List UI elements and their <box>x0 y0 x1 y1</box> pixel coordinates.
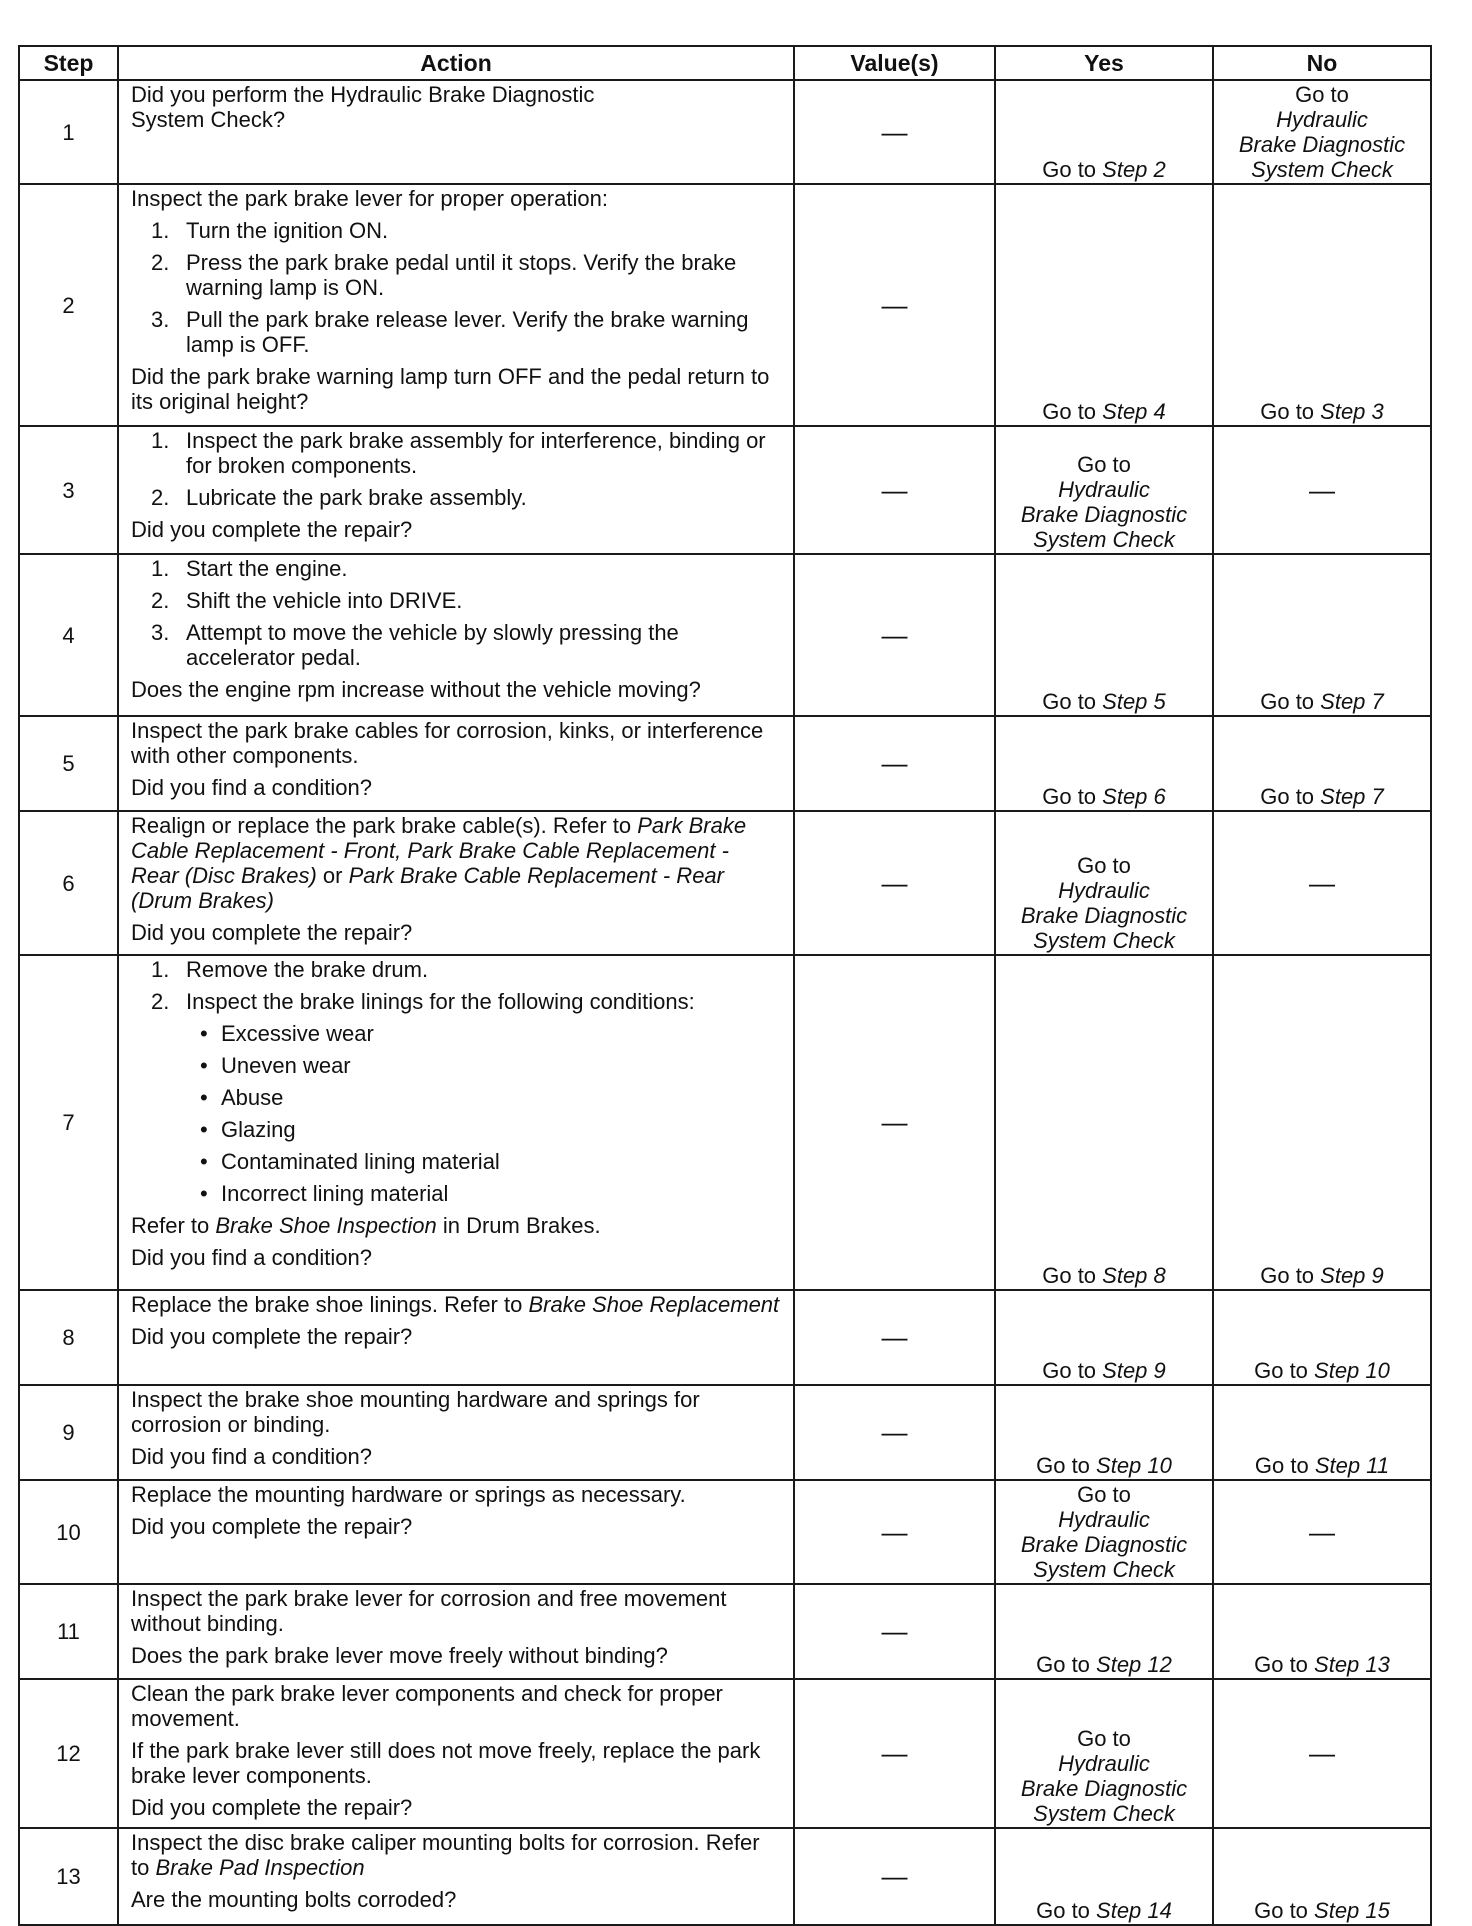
list-item: 1. Start the engine. <box>151 556 348 581</box>
table-row-step-9 <box>19 1385 1431 1480</box>
no-link[interactable]: Step 13 <box>1314 1652 1390 1677</box>
list-item: 2. Shift the vehicle into DRIVE. <box>151 588 463 613</box>
value-cell: — <box>794 1385 995 1480</box>
step-number: 3 <box>19 426 118 554</box>
no-cell <box>1213 554 1431 716</box>
yes-cell <box>995 1480 1213 1584</box>
reference-link[interactable]: Brake Shoe Replacement <box>528 1292 780 1317</box>
yes-prefix: Go to <box>1042 784 1103 809</box>
yes-link-line1[interactable]: Hydraulic <box>1058 878 1150 903</box>
bullet-item: • Excessive wear <box>200 1021 374 1046</box>
no-link[interactable]: Step 15 <box>1314 1898 1390 1923</box>
action-cell <box>118 1385 794 1480</box>
yes-prefix: Go to <box>1042 1358 1103 1383</box>
list-item: 1. Inspect the park brake assembly for interference, binding or for broken components. <box>151 428 766 478</box>
action-question: Did you complete the repair? <box>131 1795 413 1820</box>
step-number: 13 <box>19 1828 118 1925</box>
action-question: Does the park brake lever move freely without binding? <box>131 1643 668 1668</box>
yes-cell <box>995 1385 1213 1480</box>
table-row-step-12 <box>19 1679 1431 1828</box>
table-row-step-6 <box>19 811 1431 955</box>
yes-cell <box>995 1584 1213 1679</box>
action-cell <box>118 554 794 716</box>
step-number: 1 <box>19 80 118 184</box>
yes-link-line3[interactable]: System Check <box>1033 928 1175 953</box>
action-list <box>131 957 781 1014</box>
no-prefix: Go to <box>1254 1358 1315 1383</box>
no-link[interactable]: Step 7 <box>1320 784 1384 809</box>
action-cell <box>118 184 794 426</box>
header-values: Value(s) <box>794 46 995 80</box>
reference-link[interactable]: Park Brake Cable Replacement - Rear (Drum Brakes) <box>131 863 724 913</box>
yes-link[interactable]: Step 14 <box>1096 1898 1172 1923</box>
list-item: 1. Turn the ignition ON. <box>151 218 389 243</box>
step-number: 8 <box>19 1290 118 1385</box>
action-question: Are the mounting bolts corroded? <box>131 1887 457 1912</box>
yes-prefix: Go to <box>1036 1652 1097 1677</box>
bullet-item: • Glazing <box>200 1117 296 1142</box>
action-question: Did you find a condition? <box>131 1444 372 1469</box>
no-link[interactable]: Step 9 <box>1320 1263 1384 1288</box>
table-row-step-13 <box>19 1828 1431 1925</box>
value-cell: — <box>794 184 995 426</box>
yes-cell <box>995 554 1213 716</box>
header-row <box>19 46 1431 80</box>
yes-prefix: Go to <box>1042 399 1103 424</box>
value-cell: — <box>794 716 995 811</box>
action-paragraph: If the park brake lever still does not move freely, replace the park brake lever components. <box>131 1738 761 1788</box>
yes-link-line1[interactable]: Hydraulic <box>1058 1507 1150 1532</box>
value-cell: — <box>794 1290 995 1385</box>
action-intro: Inspect the park brake cables for corrosion, kinks, or interference with other components. <box>131 718 764 768</box>
yes-cell <box>995 80 1213 184</box>
yes-link-line2[interactable]: Brake Diagnostic <box>1020 502 1188 527</box>
value-cell: — <box>794 80 995 184</box>
action-list <box>131 218 781 357</box>
table-row-step-3 <box>19 426 1431 554</box>
yes-cell <box>995 811 1213 955</box>
value-cell: — <box>794 1480 995 1584</box>
action-question: Does the engine rpm increase without the vehicle moving? <box>131 677 701 702</box>
table-row-step-11 <box>19 1584 1431 1679</box>
no-prefix: Go to <box>1260 399 1321 424</box>
value-cell: — <box>794 811 995 955</box>
action-cell <box>118 80 794 184</box>
value-cell: — <box>794 1584 995 1679</box>
yes-prefix: Go to <box>1077 452 1131 477</box>
header-action: Action <box>118 46 794 80</box>
action-list <box>131 556 781 670</box>
list-item: 3. Pull the park brake release lever. Verify the brake warning lamp is OFF. <box>151 307 749 357</box>
bullet-item: • Incorrect lining material <box>200 1181 449 1206</box>
no-prefix: Go to <box>1254 1453 1315 1478</box>
action-question: Did you perform the Hydraulic Brake Diagnostic System Check? <box>131 82 595 132</box>
yes-link[interactable] <box>1008 452 1200 552</box>
no-cell: — <box>1213 1480 1431 1584</box>
reference-link[interactable]: Brake Pad Inspection <box>155 1855 365 1880</box>
step-number: 4 <box>19 554 118 716</box>
action-question: Did you find a condition? <box>131 775 372 800</box>
no-prefix: Go to <box>1260 1263 1321 1288</box>
step-number: 12 <box>19 1679 118 1828</box>
yes-prefix: Go to <box>1077 1482 1131 1507</box>
list-item: 2. Lubricate the park brake assembly. <box>151 485 527 510</box>
yes-link[interactable]: Step 2 <box>1102 157 1166 182</box>
action-intro: Replace the mounting hardware or springs as necessary. <box>131 1482 686 1507</box>
no-cell <box>1213 1290 1431 1385</box>
yes-cell <box>995 955 1213 1290</box>
action-cell <box>118 716 794 811</box>
yes-prefix: Go to <box>1036 1898 1097 1923</box>
condition-list <box>131 1021 781 1206</box>
action-list <box>131 428 781 510</box>
table-row-step-2 <box>19 184 1431 426</box>
yes-link[interactable]: Step 6 <box>1102 784 1166 809</box>
no-link[interactable]: Step 11 <box>1314 1453 1390 1478</box>
yes-link[interactable] <box>1008 853 1200 953</box>
yes-link[interactable]: Step 8 <box>1102 1263 1166 1288</box>
header-step: Step <box>19 46 118 80</box>
no-link-line1[interactable]: Hydraulic <box>1276 107 1368 132</box>
value-cell: — <box>794 426 995 554</box>
yes-link-line3[interactable]: System Check <box>1033 527 1175 552</box>
yes-prefix: Go to <box>1042 689 1103 714</box>
list-item: 2. Inspect the brake linings for the following conditions: <box>151 989 695 1014</box>
table-row-step-10 <box>19 1480 1431 1584</box>
diagnostic-table <box>18 45 1432 1926</box>
action-question: Did you complete the repair? <box>131 517 413 542</box>
action-cell <box>118 1679 794 1828</box>
action-cell <box>118 955 794 1290</box>
list-item: 1. Remove the brake drum. <box>151 957 429 982</box>
yes-cell <box>995 716 1213 811</box>
action-question: Did you complete the repair? <box>131 1324 413 1349</box>
no-cell <box>1213 1584 1431 1679</box>
no-prefix: Go to <box>1295 82 1349 107</box>
yes-link[interactable]: Step 10 <box>1096 1453 1172 1478</box>
table-row-step-7 <box>19 955 1431 1290</box>
bullet-item: • Uneven wear <box>200 1053 351 1078</box>
yes-link-line1[interactable]: Hydraulic <box>1058 1751 1150 1776</box>
no-prefix: Go to <box>1260 784 1321 809</box>
bullet-item: • Abuse <box>200 1085 284 1110</box>
yes-cell <box>995 184 1213 426</box>
no-prefix: Go to <box>1260 689 1321 714</box>
no-prefix: Go to <box>1254 1652 1315 1677</box>
no-cell <box>1213 955 1431 1290</box>
yes-prefix: Go to <box>1077 1726 1131 1751</box>
table-row-step-8 <box>19 1290 1431 1385</box>
header-no: No <box>1213 46 1431 80</box>
table-row-step-4 <box>19 554 1431 716</box>
reference-link[interactable]: Brake Shoe Inspection <box>215 1213 437 1238</box>
no-cell: — <box>1213 811 1431 955</box>
yes-prefix: Go to <box>1077 853 1131 878</box>
no-cell <box>1213 1828 1431 1925</box>
action-cell <box>118 1480 794 1584</box>
bullet-item: • Contaminated lining material <box>200 1149 500 1174</box>
action-intro: Inspect the brake shoe mounting hardware and springs for corrosion or binding. <box>131 1387 700 1437</box>
no-link-line3[interactable]: System Check <box>1251 157 1393 182</box>
table-row-step-5 <box>19 716 1431 811</box>
yes-link[interactable] <box>1008 1726 1200 1826</box>
yes-link[interactable]: Step 9 <box>1102 1358 1166 1383</box>
action-question: Did the park brake warning lamp turn OFF and the pedal return to its original height? <box>131 364 770 414</box>
action-paragraph: Clean the park brake lever components and check for proper movement. <box>131 1681 723 1731</box>
step-number: 7 <box>19 955 118 1290</box>
yes-prefix: Go to <box>1042 1263 1103 1288</box>
action-cell <box>118 1290 794 1385</box>
yes-cell <box>995 1679 1213 1828</box>
yes-prefix: Go to <box>1042 157 1103 182</box>
yes-link-line3[interactable]: System Check <box>1033 1801 1175 1826</box>
value-cell: — <box>794 554 995 716</box>
no-cell <box>1213 1385 1431 1480</box>
value-cell: — <box>794 1828 995 1925</box>
action-question: Did you find a condition? <box>131 1245 372 1270</box>
no-cell: — <box>1213 426 1431 554</box>
yes-link-line2[interactable]: Brake Diagnostic <box>1020 1776 1188 1801</box>
yes-link-line3[interactable]: System Check <box>1033 1557 1175 1582</box>
action-question: Did you complete the repair? <box>131 1514 413 1539</box>
yes-link[interactable]: Step 12 <box>1096 1652 1172 1677</box>
header-yes: Yes <box>995 46 1213 80</box>
action-intro: Inspect the park brake lever for corrosion and free movement without binding. <box>131 1586 727 1636</box>
no-cell <box>1213 80 1431 184</box>
no-link[interactable]: Step 7 <box>1320 689 1384 714</box>
value-cell: — <box>794 955 995 1290</box>
no-cell <box>1213 716 1431 811</box>
no-link[interactable] <box>1226 82 1418 182</box>
step-number: 6 <box>19 811 118 955</box>
action-intro: Inspect the park brake lever for proper operation: <box>131 186 608 211</box>
action-question: Did you complete the repair? <box>131 920 413 945</box>
step-number: 2 <box>19 184 118 426</box>
no-cell <box>1213 184 1431 426</box>
action-text: Inspect the disc brake caliper mounting bolts for corrosion. Refer to Brake Pad Inspection <box>131 1830 760 1880</box>
yes-link[interactable]: Step 5 <box>1102 689 1166 714</box>
action-text: Replace the brake shoe linings. Refer to Brake Shoe Replacement <box>131 1292 780 1317</box>
table-row-step-1 <box>19 80 1431 184</box>
yes-cell <box>995 1290 1213 1385</box>
no-link[interactable]: Step 3 <box>1320 399 1384 424</box>
list-item: 2. Press the park brake pedal until it stops. Verify the brake warning lamp is ON. <box>151 250 737 300</box>
no-link-line2[interactable]: Brake Diagnostic <box>1238 132 1406 157</box>
action-cell <box>118 1828 794 1925</box>
no-cell: — <box>1213 1679 1431 1828</box>
action-reference: Refer to Brake Shoe Inspection in Drum Brakes. <box>131 1213 601 1238</box>
action-cell <box>118 426 794 554</box>
yes-cell <box>995 426 1213 554</box>
yes-prefix: Go to <box>1036 1453 1097 1478</box>
yes-link[interactable] <box>1008 1482 1200 1582</box>
action-cell <box>118 1584 794 1679</box>
step-number: 9 <box>19 1385 118 1480</box>
list-item: 3. Attempt to move the vehicle by slowly pressing the accelerator pedal. <box>151 620 679 670</box>
yes-link-line2[interactable]: Brake Diagnostic <box>1020 1532 1188 1557</box>
step-number: 10 <box>19 1480 118 1584</box>
no-prefix: Go to <box>1254 1898 1315 1923</box>
yes-link[interactable]: Step 4 <box>1102 399 1166 424</box>
action-text: Realign or replace the park brake cable(s). Refer to Park Brake Cable Replacement - Front, Park Brake Cable Replacement - Rear (Disc Brakes) or Park Brake Cable Replacement - Rear (Drum Brakes) <box>131 813 747 913</box>
yes-link-line1[interactable]: Hydraulic <box>1058 477 1150 502</box>
reference-link[interactable]: Park Brake Cable Replacement - Front, Park Brake Cable Replacement - Rear (Disc Brakes) <box>131 813 747 888</box>
no-link[interactable]: Step 10 <box>1314 1358 1390 1383</box>
step-number: 5 <box>19 716 118 811</box>
value-cell: — <box>794 1679 995 1828</box>
action-cell <box>118 811 794 955</box>
yes-link-line2[interactable]: Brake Diagnostic <box>1020 903 1188 928</box>
step-number: 11 <box>19 1584 118 1679</box>
yes-cell <box>995 1828 1213 1925</box>
